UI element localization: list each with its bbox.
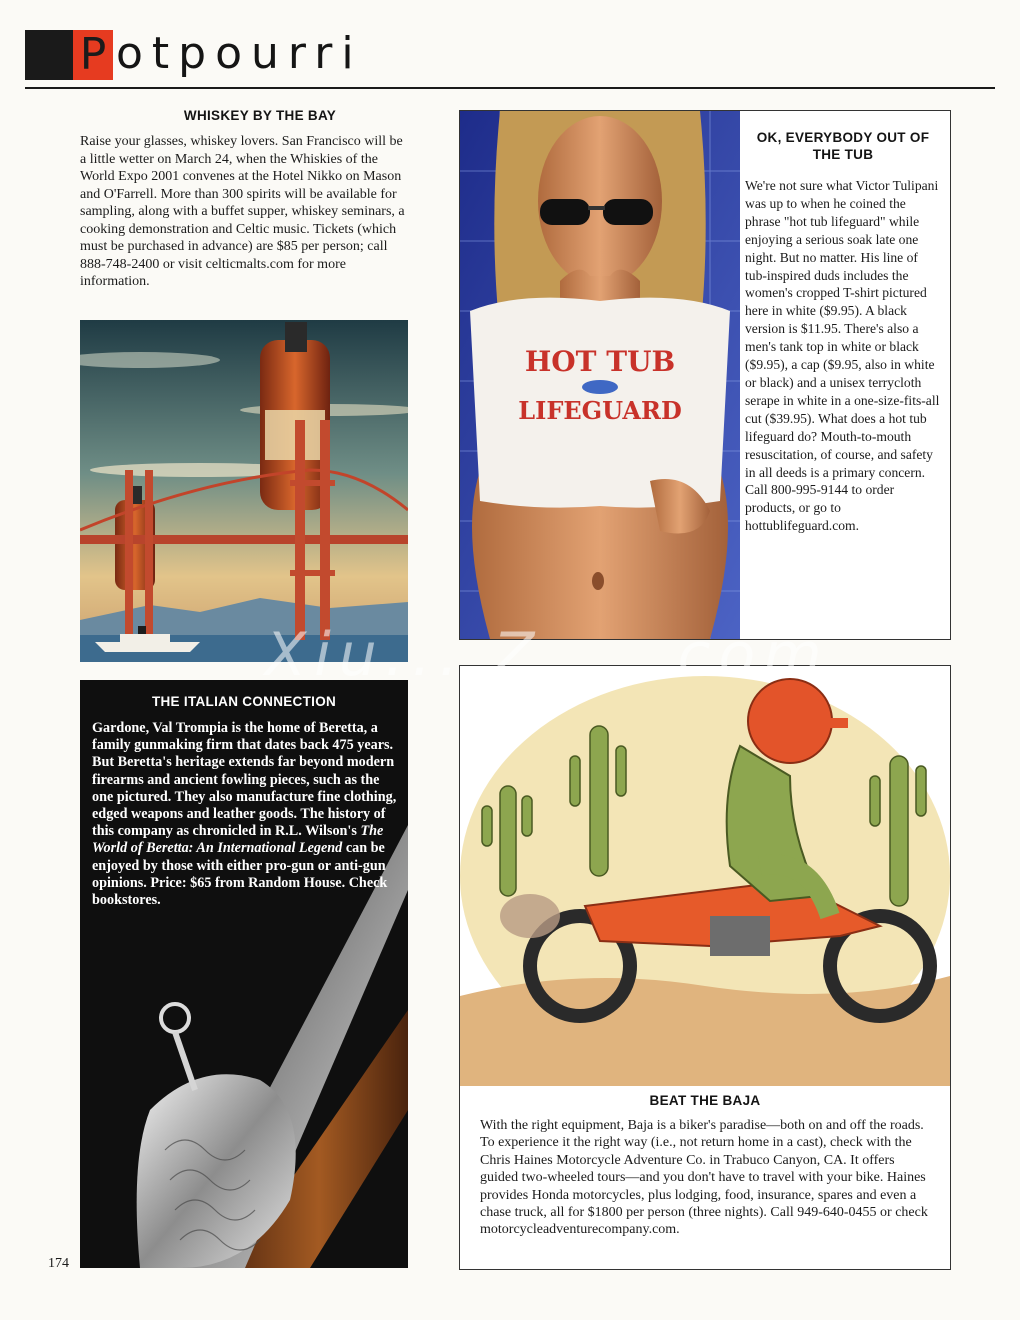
cactus-rider-art	[460, 666, 950, 1086]
book-title: The World of Beretta: An International Legend	[92, 823, 384, 857]
hot-tub-lifeguard-photo	[460, 111, 740, 639]
baja-body: With the right equipment, Baja is a biker's paradise—both on and off the roads. To experience it the right way (i.e., not return home in a cast), check with the Chris Haines Motorcycle Adventure Co. in Trabuco Canyon, CA. It offers guided two-wheeled tours—and you don't have to travel with your bike. Haines provides Honda motorcycles, plus lodging, food, insurance, spares and even a chase truck, all for $1800 per person (three nights). Call 949-640-0455 or check motorcycleadventurecompany.com.	[480, 1118, 928, 1238]
shirt-text-line2: LIFEGUARD	[518, 396, 682, 425]
whiskey-heading: WHISKEY BY THE BAY	[183, 108, 337, 123]
baja-heading: BEAT THE BAJA	[649, 1093, 761, 1108]
baja-cactus-motorcycle-illustration	[460, 666, 950, 1086]
baja-feature	[459, 665, 951, 1270]
hot-tub-feature	[459, 110, 951, 640]
italian-body-part2: can be enjoyed by those with either pro-gun or anti-gun opinions. Price: $65 from Random House. Check bookstores.	[92, 840, 388, 909]
section-title: otpourri	[116, 28, 363, 79]
brand-initial: P	[73, 30, 113, 80]
golden-gate-bottle-art	[80, 320, 408, 662]
shirt-text-line1: HOT TUB	[524, 345, 676, 378]
model-photo-art	[460, 111, 740, 639]
italian-body	[92, 720, 400, 909]
whiskey-poster-illustration	[80, 320, 408, 662]
header-rule	[25, 87, 995, 89]
italian-body-part1: Gardone, Val Trompia is the home of Beretta, a family gunmaking firm that dates back 475 years. But Beretta's heritage extends far beyond modern firearms and ancient fowling pieces, such as the one pictured. They also manufacture fine clothing, edged weapons and leather goods. The history of this company as chronicled in R.L. Wilson's	[92, 720, 397, 840]
tub-text-column	[745, 129, 941, 535]
tub-body: We're not sure what Victor Tulipani was up to when he coined the phrase "hot tub lifeguard" while enjoying a serious soak late one night. But no matter. His line of tub-inspired duds includes the women's cropped T-shirt pictured here in white ($9.95). A black version is $11.95. There's also a men's tank top in white or black ($9.95), a cap ($9.95, also in white or black) and a unisex terrycloth serape in white in a one-size-fits-all cut ($39.95). What does a hot tub lifeguard do? Mouth-to-mouth resuscitation, of course, and safety in all deeds is a primary concern. Call 800-995-9144 to order products, or go to hottublifeguard.com.	[745, 178, 940, 534]
watermark: Xiu... Z... .com	[265, 620, 830, 690]
italian-heading: THE ITALIAN CONNECTION	[151, 694, 337, 709]
header-black-block	[25, 30, 73, 80]
whiskey-body: Raise your glasses, whiskey lovers. San Francisco will be a little wetter on March 24, when the Whiskies of the World Expo 2001 convenes at the Hotel Nikko on Mason and O'Farrell. More than 300 spirits will be available for sampling, along with a buffet supper, whiskey seminars, a cooking demonstration and Celtic music. Tickets (which must be purchased in advance) are $85 per person; call 888-748-2400 or visit celticmalts.com for more information.	[80, 134, 405, 289]
page-number: 174	[48, 1256, 69, 1271]
tub-heading: OK, EVERYBODY OUT OF THE TUB	[756, 130, 930, 162]
italian-connection-feature	[80, 680, 408, 1268]
